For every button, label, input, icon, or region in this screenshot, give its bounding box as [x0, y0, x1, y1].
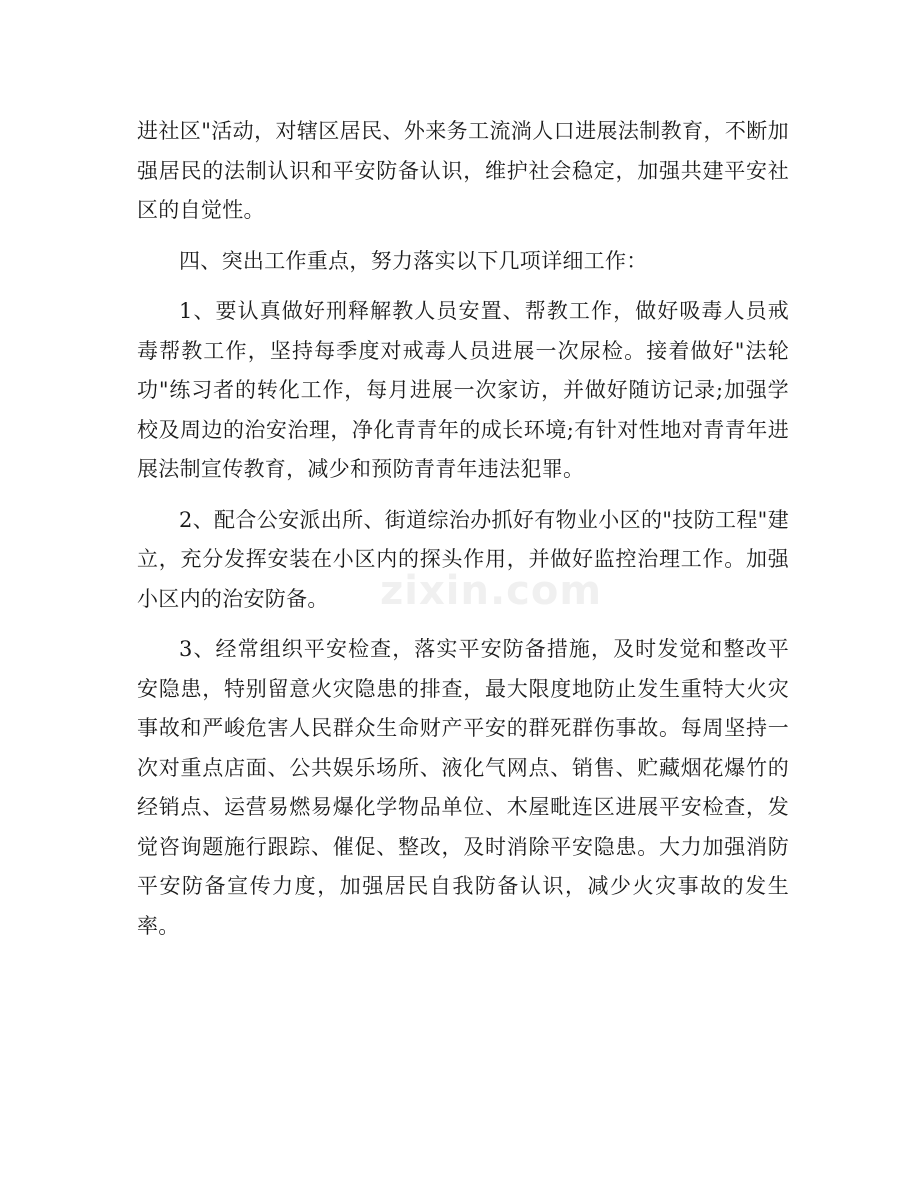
paragraph-item-3: 3、经常组织平安检查，落实平安防备措施，及时发觉和整改平安隐患，特别留意火灾隐患的排查，最大限度地防止发生重特大火灾事故和严峻危害人民群众生命财产平安的群死群伤事故。每周坚持一次对重点店面、公共娱乐场所、液化气网点、销售、贮藏烟花爆竹的经销点、运营易燃易爆化学物品单位、木屋毗连区进展平安检查，发觉咨询题施行跟踪、催促、整改，及时消除平安隐患。大力加强消防平安防备宣传力度，加强居民自我防备认识，减少火灾事故的发生率。 — [137, 637, 789, 938]
watermark: zixin.com — [380, 568, 603, 614]
paragraph-item-1: 1、要认真做好刑释解教人员安置、帮教工作，做好吸毒人员戒毒帮教工作，坚持每季度对戒毒人员进展一次尿检。接着做好"法轮功"练习者的转化工作，每月进展一次家访，并做好随访记录;加强学校及周边的治安治理，净化青青年的成长环境;有针对性地对青青年进展法制宣传教育，减少和预防青青年违法犯罪。 — [137, 299, 789, 481]
document-body — [137, 112, 789, 957]
paragraph-item-2: 2、配合公安派出所、街道综治办抓好有物业小区的"技防工程"建立，充分发挥安装在小区内的探头作用，并做好监控治理工作。加强小区内的治安防备。 — [137, 507, 789, 611]
paragraph-continuation: 进社区"活动，对辖区居民、外来务工流淌人口进展法制教育，不断加强居民的法制认识和平安防备认识，维护社会稳定，加强共建平安社区的自觉性。 — [137, 119, 789, 222]
paragraph-section-heading: 四、突出工作重点，努力落实以下几项详细工作： — [179, 248, 648, 273]
